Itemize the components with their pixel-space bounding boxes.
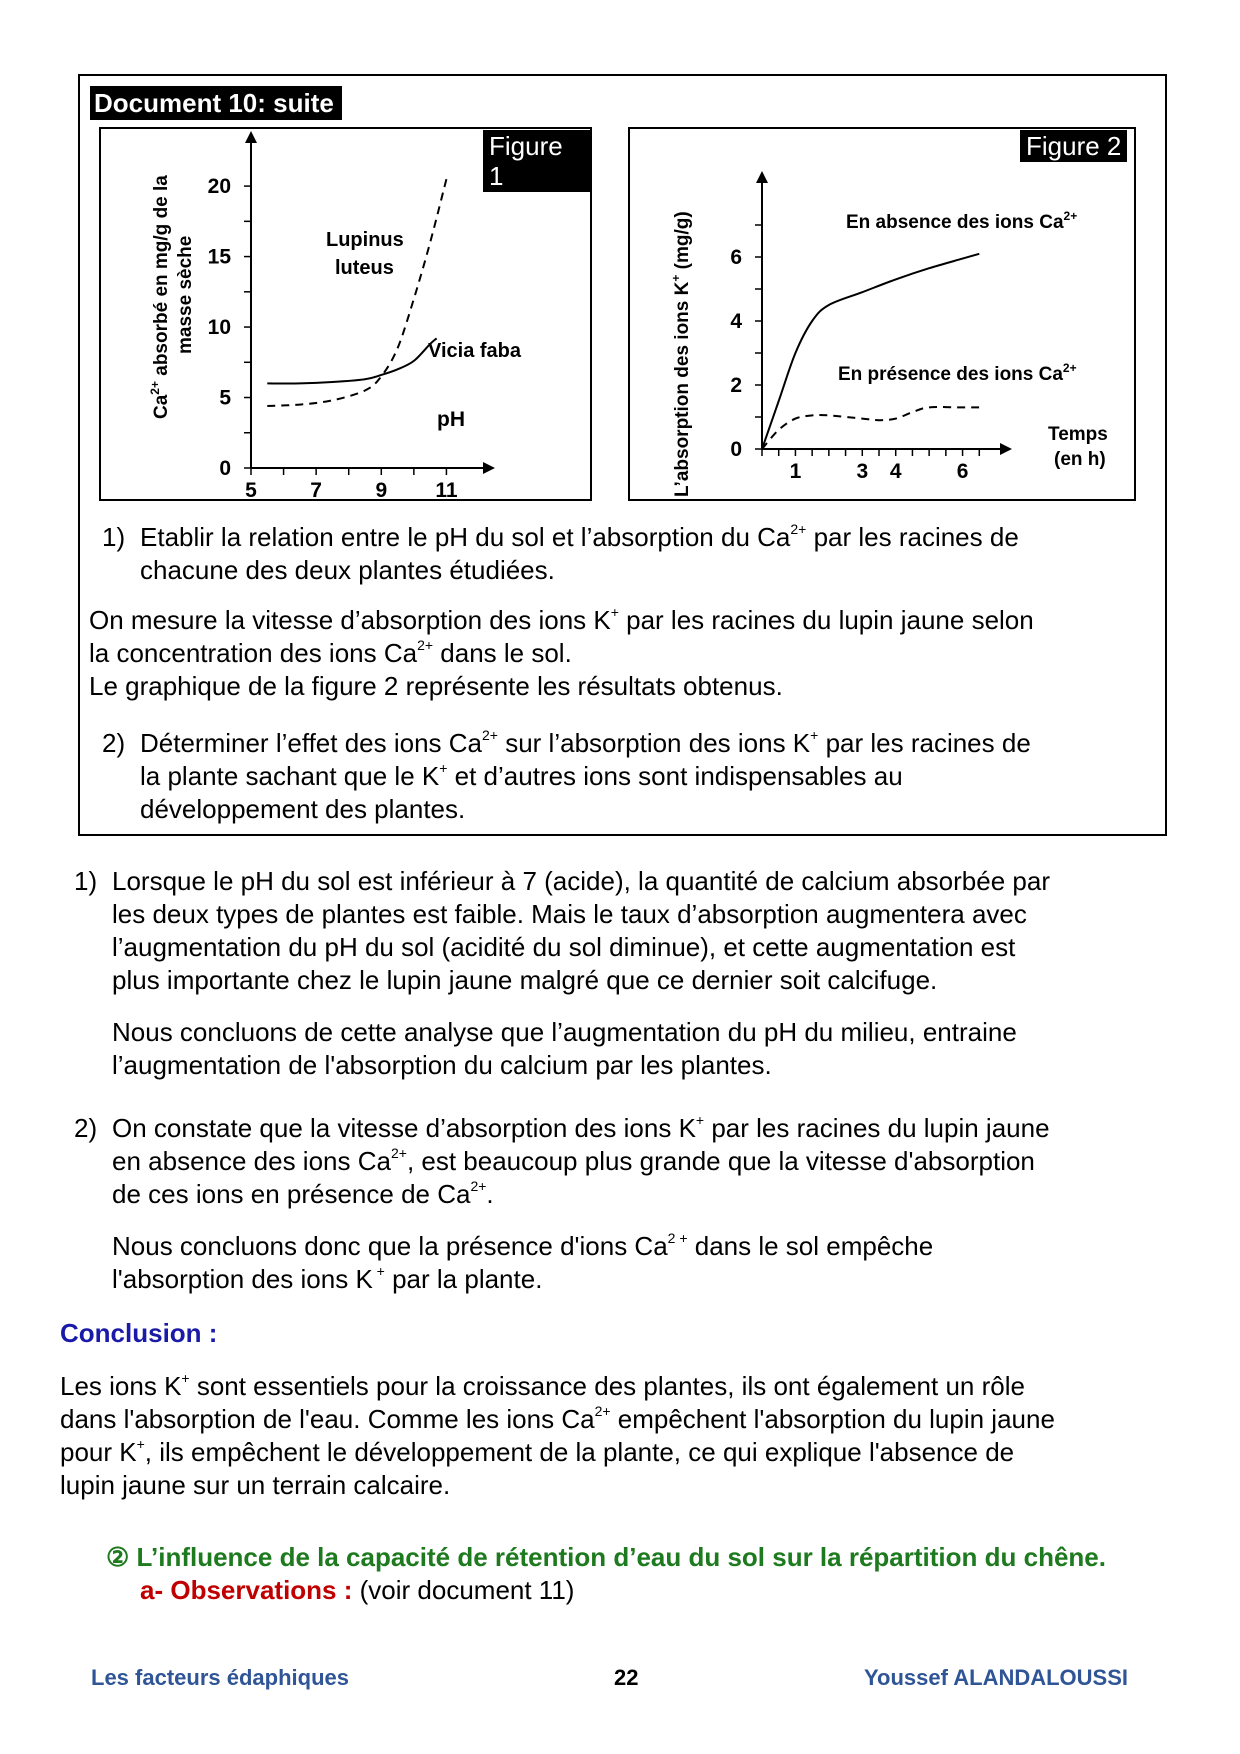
y-tick-label: 0: [730, 438, 742, 461]
document-title: Document 10: suite: [90, 86, 342, 120]
circled-two-icon: ②: [106, 1542, 130, 1572]
conclusion-title: Conclusion :: [60, 1318, 218, 1348]
x-tick-label: 1: [789, 460, 802, 483]
q1-text-c: chacune des deux plantes étudiées.: [140, 555, 555, 585]
figure-1: [99, 127, 592, 501]
answer-2: 2) On constate que la vitesse d’absorption des ions K+ par les racines du lupin jaune en absence des ions $Ca^{2+}$, est beaucoup plus grande que la vitesse d'absorption de ces ions en présence de $Ca^{2+}$. Nous concluons donc que la présence d'ions $Ca^{2 +}$ dans le sol empêche l'absorption des ions K + par la plante.: [74, 1112, 1050, 1294]
question-1-number: 1): [102, 522, 126, 552]
fig2-label-absence: En absence des ions $Ca^{2+}$: [846, 209, 1078, 233]
figure-2-chart: [630, 129, 1138, 503]
series-line-2: [267, 338, 436, 383]
fig1-xlabel: pH: [437, 408, 465, 431]
observations-line: [140, 1575, 574, 1606]
fig2-xlabel-line2: (en h): [1054, 449, 1106, 470]
x-tick-label: 3: [856, 460, 869, 483]
question-2-number: 2): [102, 728, 126, 758]
figure-2: [628, 127, 1136, 501]
conclusion-text: Les ions K+ sont essentiels pour la croissance des plantes, ils ont également un rôle dans l'absorption de l'eau. Comme les ions $Ca^{2+}$ empêchent l'absorption du lupin jaune pour K+, ils empêchent le développement de la plante, ce qui explique l'absence de lupin jaune sur un terrain calcaire.: [60, 1370, 1055, 1500]
question-1: 1) Etablir la relation entre le pH du sol et l’absorption du $Ca^{2+}$ par les racines de chacune des deux plantes étudiées.: [102, 521, 1142, 591]
fig2-label-presence: En présence des ions $Ca^{2+}$: [838, 361, 1077, 385]
document-box: [78, 74, 1167, 836]
y-tick-label: 0: [219, 457, 231, 480]
fig2-xlabel-line1: Temps: [1048, 424, 1108, 445]
section-2-title: ② L’influence de la capacité de rétention d’eau du sol sur la répartition du chêne.: [106, 1542, 1106, 1572]
question-2: 2) Déterminer l’effet des ions $Ca^{2+}$ sur l’absorption des ions K+ par les racines de la plante sachant que le K+ et d’autres ions sont indispensables au développement des plantes.: [102, 727, 1031, 824]
fig1-label-vicia: Vicia faba: [428, 340, 522, 362]
answer-1-number: 1): [74, 866, 98, 896]
answer-1: 1) Lorsque le pH du sol est inférieur à 7 (acide), la quantité de calcium absorbée par les deux types de plantes est faible. Mais le taux d’absorption augmentera avec l’augmentation du pH du sol (acidité du sol diminue), et cette augmentation est plus importante chez le lupin jaune malgré que ce dernier soit calcifuge. Nous concluons de cette analyse que l’augmentation du pH du milieu, entraine l’augmentation de l'absorption du calcium par les plantes.: [74, 866, 1050, 1080]
fig1-ylabel-line1: $Ca^{2+}$ absorbé en mg/g de la: [148, 175, 172, 419]
x-tick-label: 5: [245, 479, 257, 502]
y-tick-label: 10: [207, 316, 231, 340]
y-axis-arrow: [245, 131, 257, 143]
x-tick-label: 6: [956, 460, 969, 483]
x-tick-label: 11: [435, 479, 458, 502]
observations-text: (voir document 11): [352, 1575, 575, 1605]
y-tick-label: 20: [207, 175, 231, 199]
y-tick-label: 4: [730, 310, 742, 333]
answer-2-number: 2): [74, 1113, 98, 1143]
fig1-ylabel-line2: masse sèche: [175, 235, 196, 354]
x-axis-arrow: [483, 462, 495, 474]
figure-2-label: Figure 2: [1020, 130, 1127, 162]
observations-label: a- Observations :: [140, 1575, 353, 1605]
series-line-2: [762, 407, 979, 449]
footer-left: Les facteurs édaphiques: [91, 1665, 349, 1690]
x-tick-label: 7: [310, 479, 322, 502]
fig1-label-lupinus-2: luteus: [335, 257, 394, 279]
footer-right: Youssef ALANDALOUSSI: [864, 1665, 1129, 1690]
x-tick-label: 4: [889, 460, 902, 483]
figure-1-label: Figure 1: [483, 130, 590, 192]
y-axis-arrow: [756, 171, 768, 183]
x-tick-label: 9: [375, 479, 388, 502]
fig2-ylabel: L’absorption des ions K+ (mg/g): [669, 211, 693, 497]
footer-page-number: 22: [614, 1665, 639, 1690]
figure-2-intro: On mesure la vitesse d’absorption des ions K+ par les racines du lupin jaune selon la concentration des ions $Ca^{2+}$ dans le sol. Le graphique de la figure 2 représente les résultats obtenus.: [89, 604, 1034, 701]
y-tick-label: 15: [207, 245, 231, 269]
series-line-1: [267, 179, 446, 406]
y-tick-label: 2: [730, 374, 742, 397]
q1-text-a: Etablir la relation entre le pH du sol et l’absorption du Ca: [140, 522, 791, 552]
y-tick-label: 6: [730, 246, 742, 269]
y-tick-label: 5: [219, 386, 231, 410]
x-axis-arrow: [1000, 443, 1012, 455]
fig1-label-lupinus-1: Lupinus: [326, 229, 404, 251]
